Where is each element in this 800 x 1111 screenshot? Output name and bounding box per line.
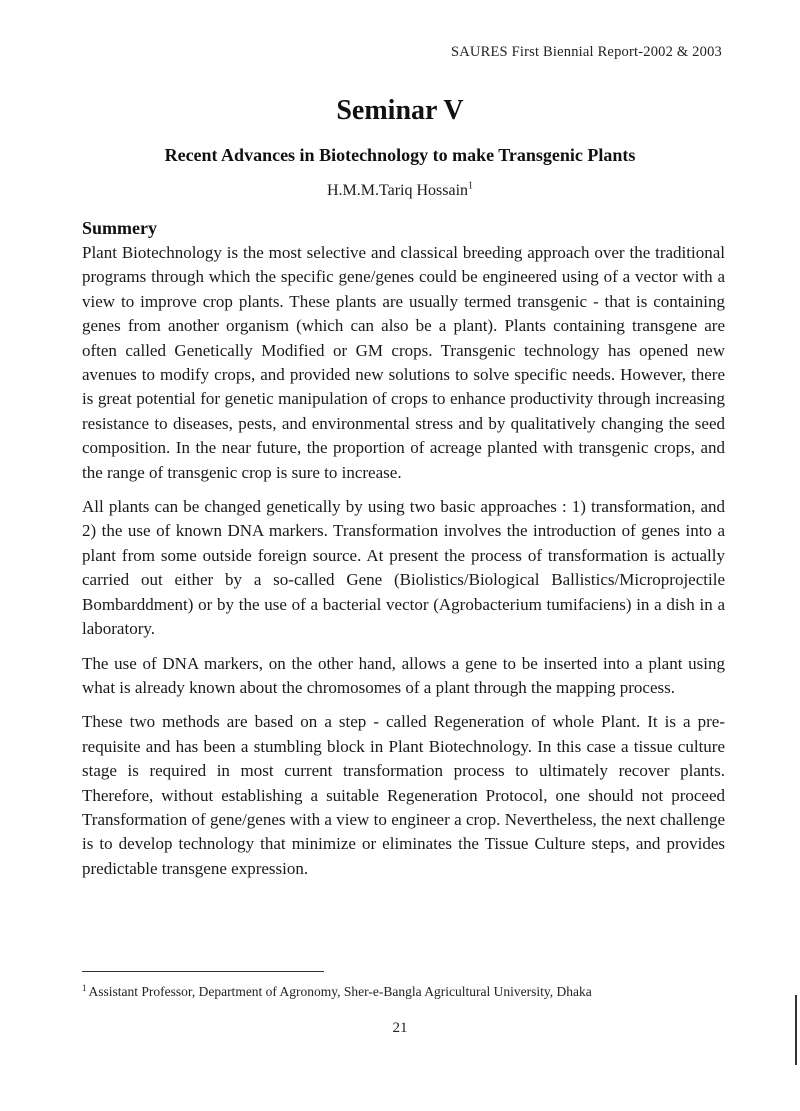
- paragraph-4: These two methods are based on a step - called Regeneration of whole Plant. It is a pre-requisite and has been a stumbling block in Plant Biotechnology. In this case a tissue culture stage is required in most current transformation process to ultimately recover plants. Therefore, without establishing a suitable Regeneration Protocol, one should not proceed Transformation of gene/genes with a view to engineer a crop. Nevertheless, the next challenge is to develop technology that minimize or eliminates the Tissue Culture steps, and provides predictable transgene expression.: [82, 712, 725, 878]
- scan-edge-mark: [795, 995, 797, 1065]
- paper-subtitle: Recent Advances in Biotechnology to make Transgenic Plants: [164, 145, 636, 165]
- running-head: SAURES First Biennial Report-2002 & 2003: [450, 44, 722, 60]
- paragraph-1: Plant Biotechnology is the most selective and classical breeding approach over the traditional programs through which the specific gene/genes could be engineered using of a vector with a view to improve crop plants. These plants are usually termed transgenic - that is containing genes from another organism (which can also be a plant). Plants containing transgene are often called Genetically Modified or GM crops. Transgenic technology has opened new avenues to modify crops, and provided new solutions to solve specific needs. However, there is great potential for genetic manipulation of crops to enhance productivity through increasing resistance to diseases, pests, and environmental stress and by qualitatively changing the seed composition. In the near future, the proportion of acreage planted with transgenic crops, and the range of transgenic crop is sure to increase.: [82, 243, 725, 482]
- footnote-text: Assistant Professor, Department of Agronomy, Sher-e-Bangla Agricultural University, Dhaka: [88, 984, 592, 999]
- footnote-marker: 1: [82, 982, 87, 993]
- section-heading: Summery: [82, 218, 157, 238]
- author-footnote-marker: 1: [468, 180, 474, 192]
- footnote: [82, 984, 732, 1000]
- author-name: H.M.M.Tariq Hossain: [326, 182, 469, 199]
- paragraph-2: All plants can be changed genetically by using two basic approaches : 1) transformation, and 2) the use of known DNA markers. Transformation involves the introduction of genes into a plant from some outside foreign source. At present the process of transformation is actually carried out either by a so-called Gene (Biolistics/Biological Ballistics/Microprojectile Bombarddment) or by the use of a bacterial vector (Agrobacterium tumifaciens) in a dish in a laboratory.: [82, 497, 725, 639]
- paragraph-3: The use of DNA markers, on the other hand, allows a gene to be inserted into a plant using what is already known about the chromosomes of a plant through the mapping process.: [82, 653, 725, 697]
- page-number: 21: [392, 1020, 408, 1036]
- author-line: [0, 182, 800, 200]
- body-text: [82, 215, 725, 891]
- seminar-title: Seminar V: [336, 95, 464, 126]
- footnote-divider: [82, 971, 324, 972]
